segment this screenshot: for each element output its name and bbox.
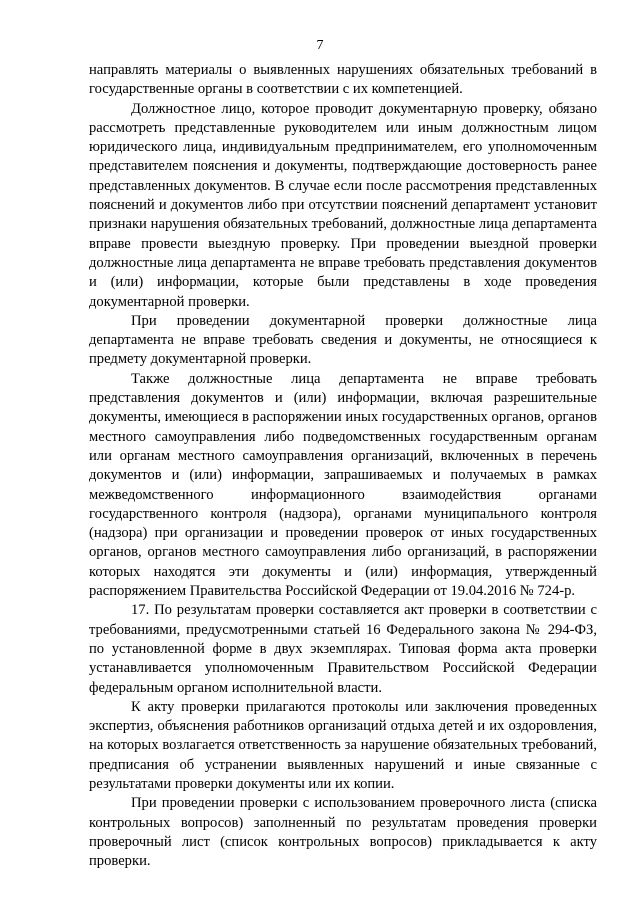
paragraph-item-17-inspection-act: 17. По результатам проверки составляется акт проверки в соответствии с требованиями, предусмотренными статьей 16 Федерального закона № 294-ФЗ, по установленной форме в двух экземплярах. Типовая форма акта проверки устанавливается уполномоченным Правительством Российской Федерации федеральным органом исполнительной власти. bbox=[89, 602, 597, 696]
paragraph-documentary-review-officer: Должностное лицо, которое проводит документарную проверку, обязано рассмотреть представленные руководителем или иным должностным лицом юридического лица, индивидуальным предпринимателем, его уполномоченным представителем пояснения и документы, подтверждающие достоверность ранее представленных документов. В случае если после рассмотрения представленных пояснений и документов либо при отсутствии пояснений департамент установит признаки нарушения обязательных требований, должностные лица департамента вправе провести выездную проверку. При проведении выездной проверки должностные лица департамента не вправе требовать представления документов и (или) информации, которые были представлены в ходе проведения документарной проверки. bbox=[89, 100, 597, 310]
paragraph-documentary-review-limits: При проведении документарной проверки должностные лица департамента не вправе требовать сведения и документы, не относящиеся к предмету документарной проверки. bbox=[89, 312, 597, 368]
document-body bbox=[89, 61, 597, 871]
paragraph-interagency-documents: Также должностные лица департамента не вправе требовать представления документов и (или) информации, включая разрешительные документы, имеющиеся в распоряжении иных государственных органов, органов местного самоуправления либо подведомственных государственным органам или органам местного самоуправления организаций, включенных в перечень документов и (или) информации, запрашиваемых и получаемых в рамках межведомственного информационного взаимодействия органами государственного контроля (надзора), органами муниципального контроля (надзора) при организации и проведении проверок от иных государственных органов, органов местного самоуправления либо организаций, в распоряжении которых находятся эти документы и (или) информация, утвержденный распоряжением Правительства Российской Федерации от 19.04.2016 № 724-р. bbox=[89, 370, 597, 600]
paragraph-checklist-attachment: При проведении проверки с использованием проверочного листа (списка контрольных вопросов) заполненный по результатам проведения проверки проверочный лист (список контрольных вопросов) прикладывается к акту проверки. bbox=[89, 795, 597, 870]
paragraph-continuation: направлять материалы о выявленных нарушениях обязательных требований в государственные органы в соответствии с их компетенцией. bbox=[89, 62, 597, 98]
page-number: 7 bbox=[316, 38, 324, 53]
paragraph-act-attachments: К акту проверки прилагаются протоколы или заключения проведенных экспертиз, объяснения работников организаций отдыха детей и их оздоровления, на которых возлагается ответственность за нарушение обязательных требований, предписания об устранении выявленных нарушений и иные связанные с результатами проверки документы или их копии. bbox=[89, 698, 597, 792]
